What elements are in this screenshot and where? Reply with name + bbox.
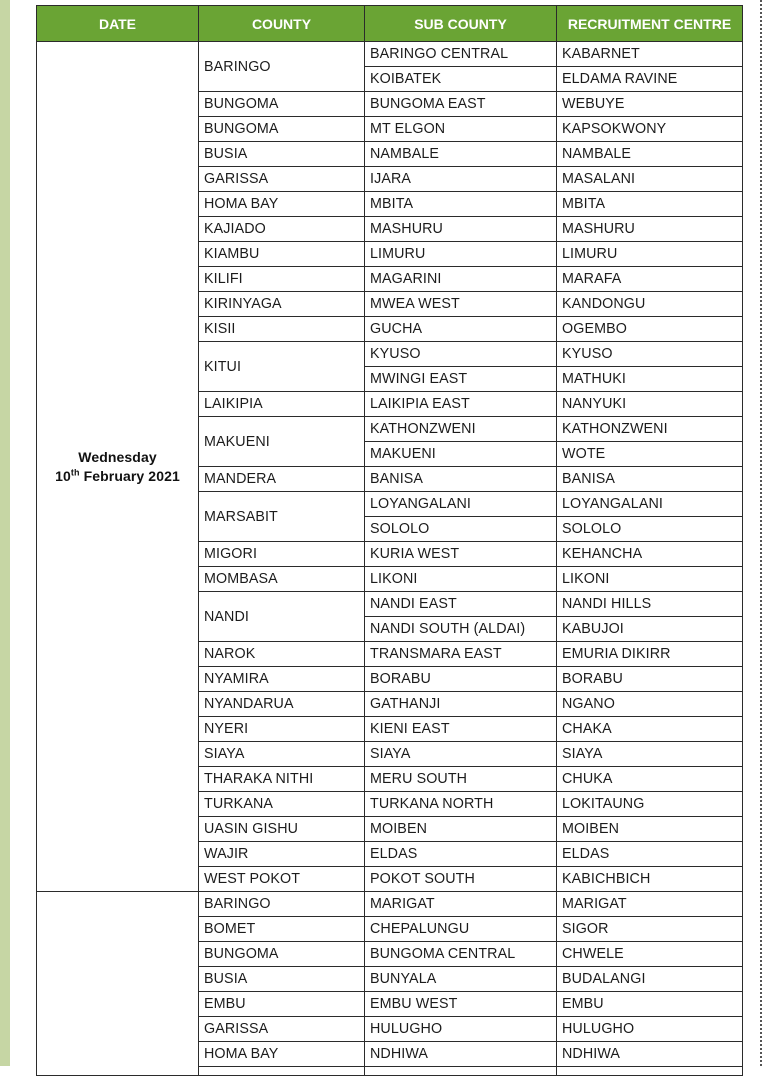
sub-county-cell: BANISA — [365, 467, 557, 492]
date-month-year: February 2021 — [83, 467, 180, 484]
centre-cell: ELDAS — [557, 842, 743, 867]
sub-county-cell: MWEA WEST — [365, 292, 557, 317]
sub-county-cell: MOIBEN — [365, 817, 557, 842]
county-cell: MAKUENI — [199, 417, 365, 467]
centre-cell: KABARNET — [557, 42, 743, 67]
centre-cell: MARAFA — [557, 267, 743, 292]
centre-cell: KEHANCHA — [557, 542, 743, 567]
centre-cell: KABICHBICH — [557, 867, 743, 892]
table-row — [37, 42, 743, 67]
centre-cell: NANDI HILLS — [557, 592, 743, 617]
sub-county-cell: BUNGOMA CENTRAL — [365, 942, 557, 967]
centre-cell: ELDAMA RAVINE — [557, 67, 743, 92]
centre-cell: SIAYA — [557, 742, 743, 767]
county-cell: BUSIA — [199, 142, 365, 167]
sub-county-cell: EMBU WEST — [365, 992, 557, 1017]
sub-county-cell: KIENI EAST — [365, 717, 557, 742]
centre-cell: SOLOLO — [557, 517, 743, 542]
recruitment-schedule-table — [36, 5, 743, 1076]
county-cell-empty — [199, 1067, 365, 1076]
sub-county-cell: NANDI EAST — [365, 592, 557, 617]
county-cell: UASIN GISHU — [199, 817, 365, 842]
sub-county-cell: SIAYA — [365, 742, 557, 767]
county-cell: MANDERA — [199, 467, 365, 492]
sub-county-cell: KATHONZWENI — [365, 417, 557, 442]
county-cell: BUSIA — [199, 967, 365, 992]
sub-county-cell: MT ELGON — [365, 117, 557, 142]
county-cell: BUNGOMA — [199, 942, 365, 967]
dotted-cut-line — [760, 0, 762, 1066]
sub-county-cell: BORABU — [365, 667, 557, 692]
county-cell: LAIKIPIA — [199, 392, 365, 417]
centre-cell: NAMBALE — [557, 142, 743, 167]
centre-cell: KABUJOI — [557, 617, 743, 642]
centre-cell: LIMURU — [557, 242, 743, 267]
county-cell: MOMBASA — [199, 567, 365, 592]
sub-county-cell: NAMBALE — [365, 142, 557, 167]
county-cell: HOMA BAY — [199, 192, 365, 217]
sub-county-cell: CHEPALUNGU — [365, 917, 557, 942]
county-cell: NAROK — [199, 642, 365, 667]
county-cell: BUNGOMA — [199, 117, 365, 142]
sub-county-cell: GUCHA — [365, 317, 557, 342]
county-cell: THARAKA NITHI — [199, 767, 365, 792]
county-cell: HOMA BAY — [199, 1042, 365, 1067]
sub-county-cell: MWINGI EAST — [365, 367, 557, 392]
centre-cell: BUDALANGI — [557, 967, 743, 992]
centre-cell: NDHIWA — [557, 1042, 743, 1067]
sub-county-cell: KOIBATEK — [365, 67, 557, 92]
county-cell: NYAMIRA — [199, 667, 365, 692]
sub-county-cell: BUNYALA — [365, 967, 557, 992]
centre-cell: MASALANI — [557, 167, 743, 192]
county-cell: GARISSA — [199, 167, 365, 192]
date-ordinal: th — [70, 466, 80, 477]
county-cell: MARSABIT — [199, 492, 365, 542]
county-cell: BOMET — [199, 917, 365, 942]
county-cell: KIRINYAGA — [199, 292, 365, 317]
centre-cell: MASHURU — [557, 217, 743, 242]
centre-cell: SIGOR — [557, 917, 743, 942]
county-cell: NYANDARUA — [199, 692, 365, 717]
sub-county-cell: LOYANGALANI — [365, 492, 557, 517]
centre-cell: EMURIA DIKIRR — [557, 642, 743, 667]
left-margin-strip — [0, 0, 10, 1066]
centre-cell: KYUSO — [557, 342, 743, 367]
sub-county-cell: NANDI SOUTH (ALDAI) — [365, 617, 557, 642]
county-cell: WAJIR — [199, 842, 365, 867]
county-cell: NANDI — [199, 592, 365, 642]
sub-county-cell: MBITA — [365, 192, 557, 217]
centre-cell: CHUKA — [557, 767, 743, 792]
sub-county-cell: MAGARINI — [365, 267, 557, 292]
centre-cell: LOKITAUNG — [557, 792, 743, 817]
centre-cell: NANYUKI — [557, 392, 743, 417]
sub-county-cell: IJARA — [365, 167, 557, 192]
centre-cell: LIKONI — [557, 567, 743, 592]
sub-county-cell: BUNGOMA EAST — [365, 92, 557, 117]
header-recruitment-centre: RECRUITMENT CENTRE — [557, 6, 743, 42]
county-cell: KAJIADO — [199, 217, 365, 242]
county-cell: WEST POKOT — [199, 867, 365, 892]
county-cell: MIGORI — [199, 542, 365, 567]
centre-cell: CHAKA — [557, 717, 743, 742]
centre-cell: MATHUKI — [557, 367, 743, 392]
sub-county-cell: NDHIWA — [365, 1042, 557, 1067]
centre-cell: EMBU — [557, 992, 743, 1017]
sub-county-cell: POKOT SOUTH — [365, 867, 557, 892]
centre-cell: BANISA — [557, 467, 743, 492]
county-cell: NYERI — [199, 717, 365, 742]
date-weekday: Wednesday — [78, 448, 157, 465]
centre-cell: WOTE — [557, 442, 743, 467]
sub-county-cell: SOLOLO — [365, 517, 557, 542]
sub-county-cell: MAKUENI — [365, 442, 557, 467]
county-cell: BUNGOMA — [199, 92, 365, 117]
sub-county-cell: TRANSMARA EAST — [365, 642, 557, 667]
centre-cell: KANDONGU — [557, 292, 743, 317]
header-sub-county: SUB COUNTY — [365, 6, 557, 42]
county-cell: GARISSA — [199, 1017, 365, 1042]
centre-cell: KATHONZWENI — [557, 417, 743, 442]
centre-cell-empty — [557, 1067, 743, 1076]
centre-cell: NGANO — [557, 692, 743, 717]
sub-county-cell: GATHANJI — [365, 692, 557, 717]
county-cell: SIAYA — [199, 742, 365, 767]
sub-county-cell: KURIA WEST — [365, 542, 557, 567]
sub-county-cell: MARIGAT — [365, 892, 557, 917]
sub-county-cell-empty — [365, 1067, 557, 1076]
sub-county-cell: TURKANA NORTH — [365, 792, 557, 817]
centre-cell: BORABU — [557, 667, 743, 692]
header-date: DATE — [37, 6, 199, 42]
county-cell: BARINGO — [199, 42, 365, 92]
county-cell: KITUI — [199, 342, 365, 392]
centre-cell: LOYANGALANI — [557, 492, 743, 517]
sub-county-cell: MASHURU — [365, 217, 557, 242]
county-cell: KIAMBU — [199, 242, 365, 267]
sub-county-cell: MERU SOUTH — [365, 767, 557, 792]
county-cell: KILIFI — [199, 267, 365, 292]
centre-cell: KAPSOKWONY — [557, 117, 743, 142]
centre-cell: HULUGHO — [557, 1017, 743, 1042]
sub-county-cell: LIKONI — [365, 567, 557, 592]
date-cell-wednesday — [37, 42, 199, 892]
centre-cell: CHWELE — [557, 942, 743, 967]
date-day: 10 — [55, 467, 71, 484]
centre-cell: OGEMBO — [557, 317, 743, 342]
county-cell: KISII — [199, 317, 365, 342]
table-header-row — [37, 6, 743, 42]
sub-county-cell: LAIKIPIA EAST — [365, 392, 557, 417]
county-cell: BARINGO — [199, 892, 365, 917]
centre-cell: MOIBEN — [557, 817, 743, 842]
sub-county-cell: LIMURU — [365, 242, 557, 267]
date-cell-next — [37, 892, 199, 1076]
sub-county-cell: KYUSO — [365, 342, 557, 367]
sub-county-cell: BARINGO CENTRAL — [365, 42, 557, 67]
sub-county-cell: HULUGHO — [365, 1017, 557, 1042]
centre-cell: MBITA — [557, 192, 743, 217]
centre-cell: MARIGAT — [557, 892, 743, 917]
county-cell: EMBU — [199, 992, 365, 1017]
county-cell: TURKANA — [199, 792, 365, 817]
centre-cell: WEBUYE — [557, 92, 743, 117]
sub-county-cell: ELDAS — [365, 842, 557, 867]
table-row — [37, 892, 743, 917]
header-county: COUNTY — [199, 6, 365, 42]
